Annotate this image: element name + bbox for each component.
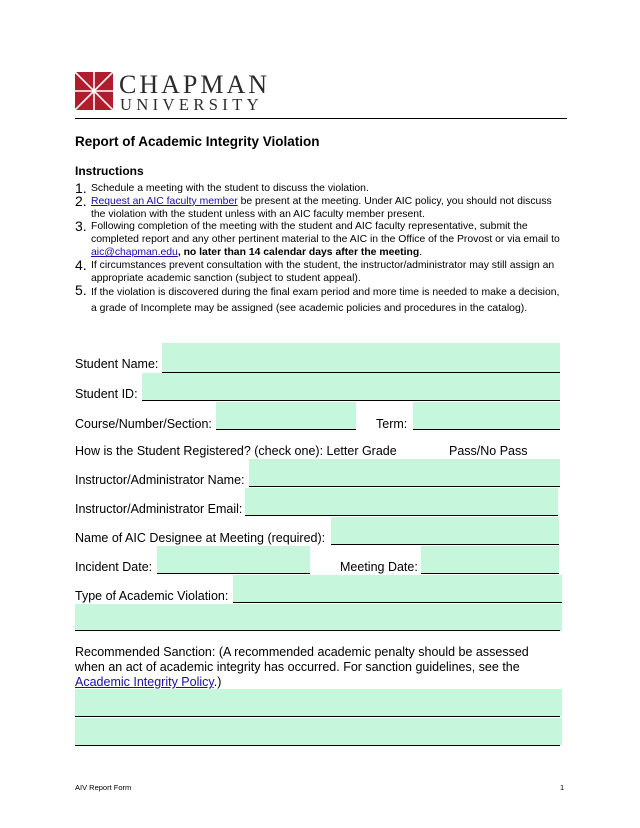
meeting-date-label: Meeting Date:	[340, 560, 418, 574]
violation-type-line2	[75, 630, 560, 631]
instructions-heading: Instructions	[75, 164, 144, 178]
chapman-logo	[75, 72, 275, 114]
instruction-item: 1. Schedule a meeting with the student to discuss the violation.	[75, 180, 369, 196]
footer-page-number: 1	[560, 783, 565, 792]
instruction-item: 4. If circumstances prevent consultation with the student, the instructor/administrator may still assign an appropriate academic sanction (subject to student appeal).	[75, 256, 555, 284]
term-input[interactable]	[413, 402, 560, 430]
aic-designee-input[interactable]	[331, 517, 559, 545]
sanction-input[interactable]	[75, 689, 562, 717]
student-id-input[interactable]	[142, 373, 560, 401]
student-name-input[interactable]	[162, 343, 560, 373]
instructor-name-input[interactable]	[249, 459, 560, 487]
instructor-name-label: Instructor/Administrator Name:	[75, 473, 245, 487]
violation-type-line	[233, 602, 562, 603]
violation-type-input-line2[interactable]	[75, 604, 562, 631]
sanction-line2	[75, 745, 560, 746]
aic-email-link[interactable]: aic@chapman.edu	[91, 246, 178, 258]
course-line	[216, 429, 356, 430]
registration-question: How is the Student Registered? (check one): Letter Grade	[75, 444, 397, 458]
instruction-item: 2. Request an AIC faculty member be present at the meeting. Under AIC policy, you should not discuss the violation with the student unless with an AIC faculty member present.	[75, 192, 552, 220]
course-label: Course/Number/Section:	[75, 417, 212, 431]
instruction-item: 5. If the violation is discovered during the final exam period and more time is needed to make a decision, a grade of Incomplete may be assigned (see academic policies and procedures in the catalog).	[75, 282, 560, 314]
chapman-logo-icon	[75, 72, 113, 110]
incident-date-input[interactable]	[157, 546, 310, 574]
instructor-name-line	[249, 486, 560, 487]
instructions-list	[75, 180, 567, 316]
student-id-line	[142, 400, 560, 401]
instructor-email-label: Instructor/Administrator Email:	[75, 502, 243, 516]
aic-designee-line	[331, 544, 559, 545]
request-aic-faculty-link[interactable]: Request an AIC faculty member	[91, 195, 238, 207]
violation-type-label: Type of Academic Violation:	[75, 589, 229, 603]
student-id-label: Student ID:	[75, 387, 138, 401]
term-line	[413, 429, 560, 430]
header-rule	[75, 118, 567, 119]
incident-date-label: Incident Date:	[75, 560, 153, 574]
page-title: Report of Academic Integrity Violation	[75, 134, 320, 149]
meeting-date-input[interactable]	[421, 546, 559, 574]
footer-form-name: AIV Report Form	[75, 783, 132, 792]
incident-date-line	[157, 573, 310, 574]
instructor-email-line	[245, 515, 558, 516]
sanction-line	[75, 716, 560, 717]
meeting-date-line	[421, 573, 559, 574]
sanction-input-line2[interactable]	[75, 718, 562, 745]
term-label: Term:	[376, 417, 408, 431]
instruction-item: 3. Following completion of the meeting with the student and AIC faculty representative, submit the completed report and any other pertinent material to the AIC in the Office of the Provost or via email to aic@chapman.edu, no later than 14 calendar days after the meeting.	[75, 218, 560, 258]
course-input[interactable]	[216, 402, 356, 430]
logo-wordmark-university: UNIVERSITY	[120, 95, 263, 114]
pass-no-pass-option[interactable]: Pass/No Pass	[449, 444, 528, 458]
student-name-label: Student Name:	[75, 357, 159, 371]
logo-wordmark-chapman: CHAPMAN	[119, 70, 271, 99]
aic-designee-label: Name of AIC Designee at Meeting (required):	[75, 531, 326, 545]
academic-integrity-policy-link[interactable]: Academic Integrity Policy	[75, 675, 214, 689]
recommended-sanction-text: Recommended Sanction: (A recommended academic penalty should be assessed when an act of academic integrity has occurred. For sanction guidelines, see the Academic Integrity Policy.)	[75, 645, 529, 689]
instructor-email-input[interactable]	[245, 488, 558, 516]
violation-type-input[interactable]	[233, 575, 562, 603]
